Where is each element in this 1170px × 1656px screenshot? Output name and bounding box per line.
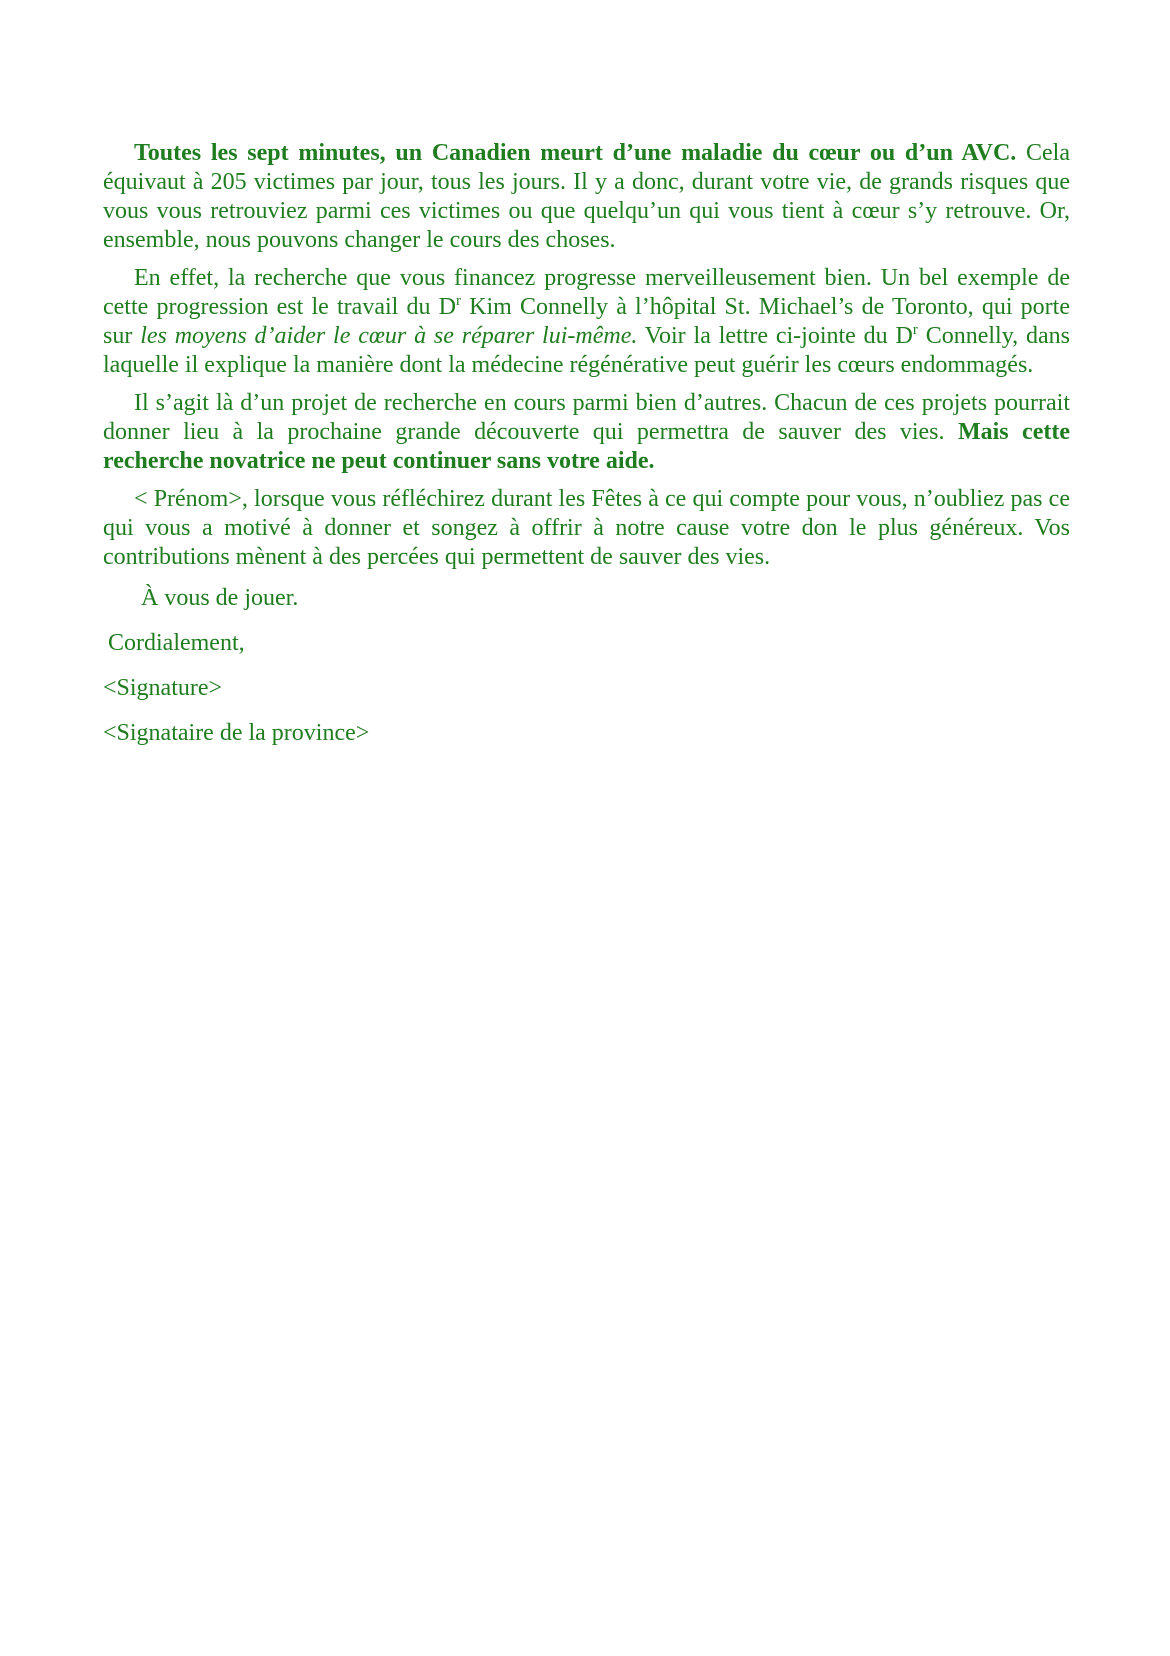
projects-lead-text: Il s’agit là d’un projet de recherche en cours parmi bien d’autres. Chacun de ces projets pourrait donner lieu à la prochaine grande découverte qui permettra de sauver des vies. xyxy=(103,390,1070,445)
signatory-placeholder: <Signataire de la province> xyxy=(103,720,370,746)
research-mid2-text: Voir la lettre ci-jointe du D xyxy=(637,323,913,349)
opening-bold-statement: Toutes les sept minutes, un Canadien meurt d’une maladie du cœur ou d’un AVC. xyxy=(134,140,1017,166)
research-italic-phrase: les moyens d’aider le cœur à se réparer lui-même. xyxy=(140,323,638,349)
signature-placeholder: <Signature> xyxy=(103,675,223,701)
doctor-superscript-r-2: r xyxy=(912,322,918,338)
projects-bold-appeal: Mais cette recherche novatrice ne peut continuer sans votre aide. xyxy=(103,419,1071,474)
paragraph-opening xyxy=(103,139,1070,255)
paragraph-research-progress xyxy=(103,264,1070,380)
paragraph-donation-appeal: < Prénom>, lorsque vous réfléchirez durant les Fêtes à ce qui compte pour vous, n’oubliez pas ce qui vous a motivé à donner et songez à offrir à notre cause votre don le plus généreux. Vos contributions mènent à des percées qui permettent de sauver des vies. xyxy=(103,486,1070,570)
call-to-action-line: À vous de jouer. xyxy=(141,585,299,611)
research-lead-text: En effet, la recherche que vous financez progresse merveilleusement bien. Un bel exemple de cette progression est le travail du D xyxy=(103,265,1070,320)
research-mid-text: Kim Connelly à l’hôpital St. Michael’s de Toronto, qui porte sur xyxy=(103,294,1070,349)
opening-rest-text: Cela équivaut à 205 victimes par jour, tous les jours. Il y a donc, durant votre vie, de grands risques que vous vous retrouviez parmi ces victimes ou que quelqu’un qui vous tient à cœur s’y retrouve. Or, ensemble, nous pouvons changer le cours des choses. xyxy=(103,140,1070,253)
doctor-superscript-r: r xyxy=(456,293,461,309)
closing-salutation: Cordialement, xyxy=(108,630,245,656)
research-tail-text: Connelly, dans laquelle il explique la manière dont la médecine régénérative peut guérir les cœurs endommagés. xyxy=(103,323,1070,378)
paragraph-projects xyxy=(103,389,1070,476)
